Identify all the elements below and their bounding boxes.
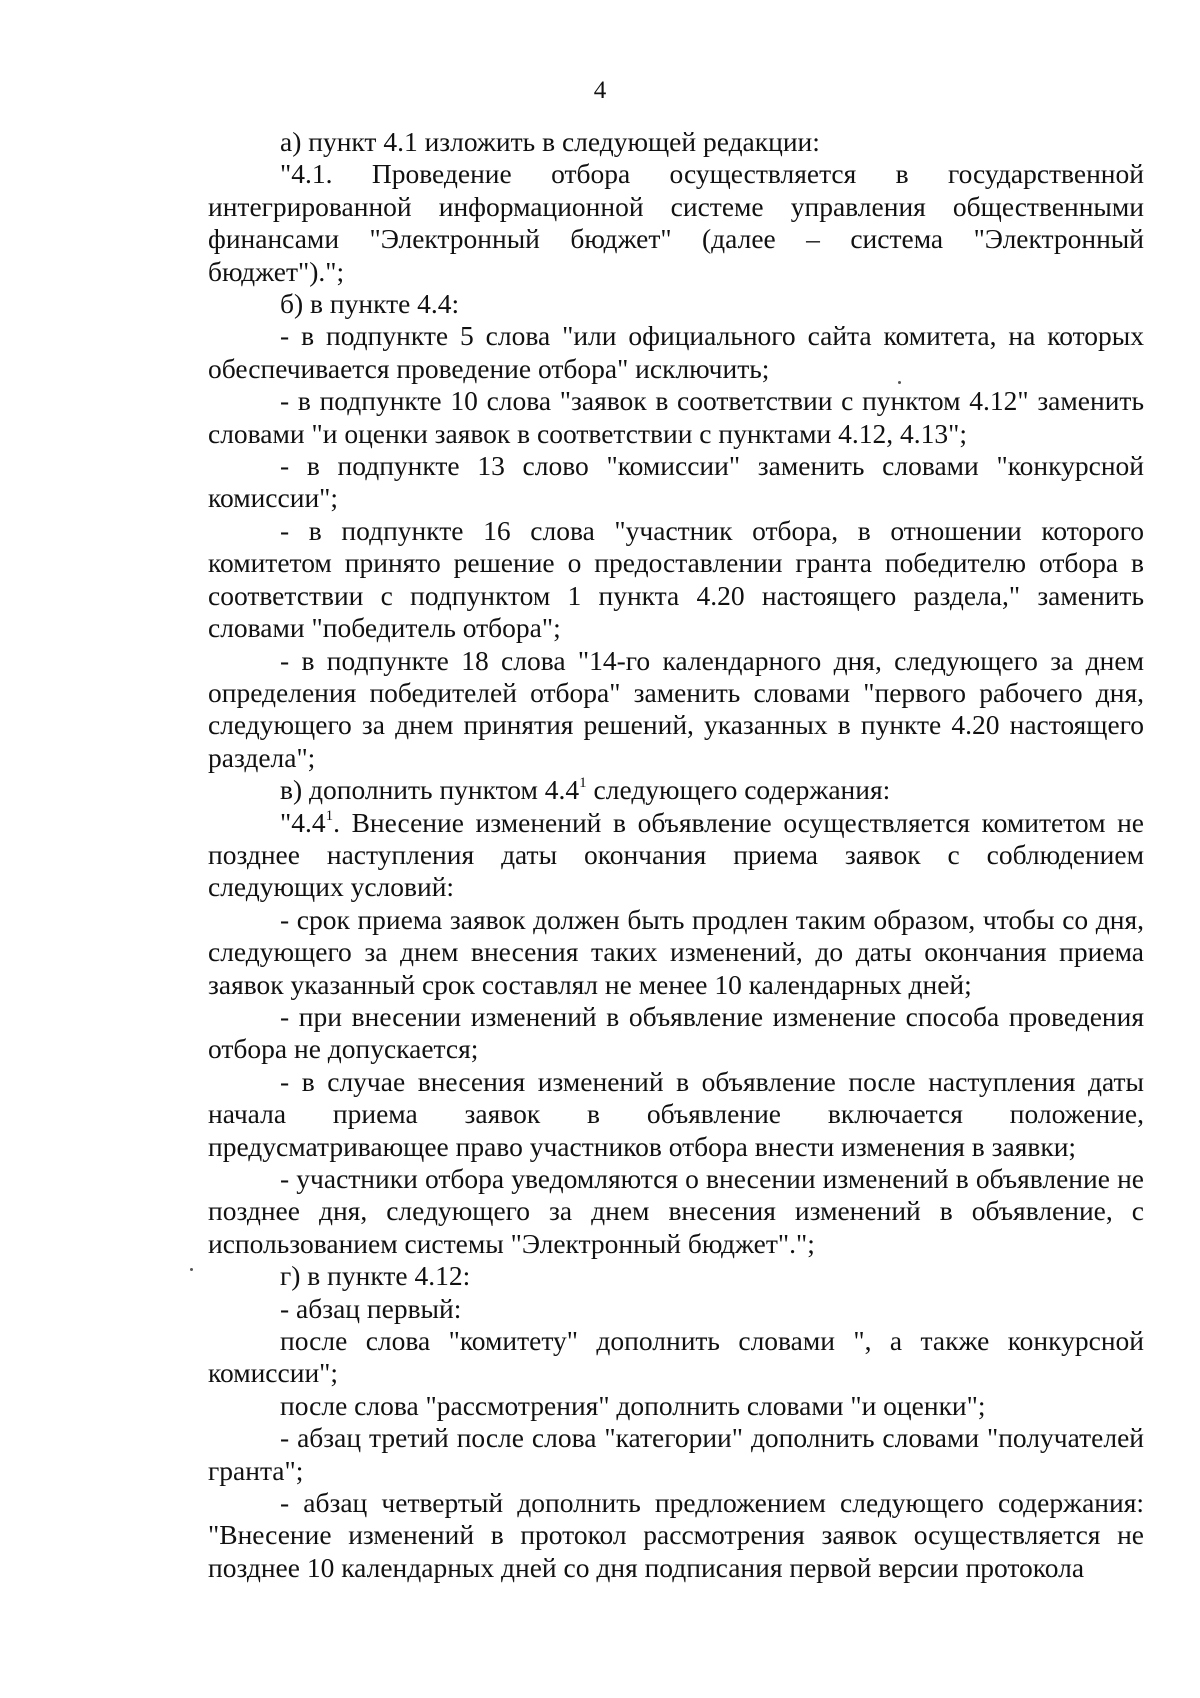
paragraph-condition-notification: - участники отбора уведомляются о внесении изменений в объявление не позднее дня, следующего за днем внесения изменений в объявление, с использованием системы "Электронный бюджет"."; — [208, 1163, 1144, 1259]
paragraph-d: г) в пункте 4.12: — [280, 1260, 471, 1292]
paragraph-fourth-abzats: - абзац четвертый дополнить предложением следующего содержания: "Внесение изменений в протокол рассмотрения заявок осуществляется не позднее 10 календарных дней со дня подписания первой версии протокола — [208, 1487, 1144, 1583]
paragraph-third-abzats: - абзац третий после слова "категории" дополнить словами "получателей гранта"; — [208, 1422, 1144, 1486]
paragraph-subitem-16: - в подпункте 16 слова "участник отбора, в отношении которого комитетом принято решение о предоставлении гранта победителю отбора в соответствии с подпунктом 1 пункта 4.20 настоящего раздела," заменить словами "победитель отбора"; — [208, 514, 1144, 644]
scan-dot — [190, 1268, 193, 1271]
paragraph-subitem-18: - в подпункте 18 слова "14-го календарного дня, следующего за днем определения победителей отбора" заменить словами "первого рабочего дня, следующего за днем принятия решений, указанных в пункте 4.20 настоящего раздела"; — [208, 644, 1144, 773]
paragraph-after-komitetu: после слова "комитету" дополнить словами ", а также конкурсной комиссии"; — [208, 1325, 1144, 1389]
paragraph-subitem-13: - в подпункте 13 слово "комиссии" заменить словами "конкурсной комиссии"; — [208, 450, 1144, 514]
paragraph-subitem-5: - в подпункте 5 слова "или официального сайта комитета, на которых обеспечивается проведение отбора" исключить; — [208, 320, 1144, 384]
paragraph-condition-deadline: - срок приема заявок должен быть продлен таким образом, чтобы со дня, следующего за днем внесения таких изменений, до даты окончания приема заявок указанный срок составлял не менее 10 календарных дней; — [208, 903, 1144, 1000]
paragraph-4-1-text: "4.1. Проведение отбора осуществляется в государственной интегрированной информационной системе управления общественными финансами "Электронный бюджет" (далее – система "Электронный бюджет")."; — [208, 158, 1144, 287]
superscript: 1 — [325, 807, 334, 824]
document-body — [208, 126, 1144, 1584]
paragraph-first-abzats: - абзац первый: — [280, 1292, 462, 1324]
paragraph-after-rassmotreniya: после слова "рассмотрения" дополнить словами "и оценки"; — [280, 1389, 986, 1421]
paragraph-condition-method: - при внесении изменений в объявление изменение способа проведения отбора не допускается; — [208, 1000, 1144, 1065]
paragraph-c: в) дополнить пунктом $4.4^1$ следующего содержания: — [280, 774, 891, 806]
paragraph-b: б) в пункте 4.4: — [280, 288, 460, 320]
paragraph-a: а) пункт 4.1 изложить в следующей редакции: — [280, 126, 820, 157]
paragraph-condition-amendments: - в случае внесения изменений в объявление после наступления даты начала приема заявок в объявление включается положение, предусматривающее право участников отбора внести изменения в заявки; — [208, 1065, 1144, 1162]
superscript: 1 — [579, 775, 587, 792]
paragraph-subitem-10: - в подпункте 10 слова "заявок в соответствии с пунктом 4.12" заменить словами "и оценки заявок в соответствии с пунктами 4.12, 4.13"; — [208, 385, 1144, 449]
paragraph-4-4-1-text: "$4.4^1$. Внесение изменений в объявление осуществляется комитетом не позднее наступления даты окончания приема заявок с соблюдением следующих условий: — [208, 806, 1144, 903]
page-number: 4 — [593, 77, 607, 104]
scan-dot — [898, 381, 901, 384]
